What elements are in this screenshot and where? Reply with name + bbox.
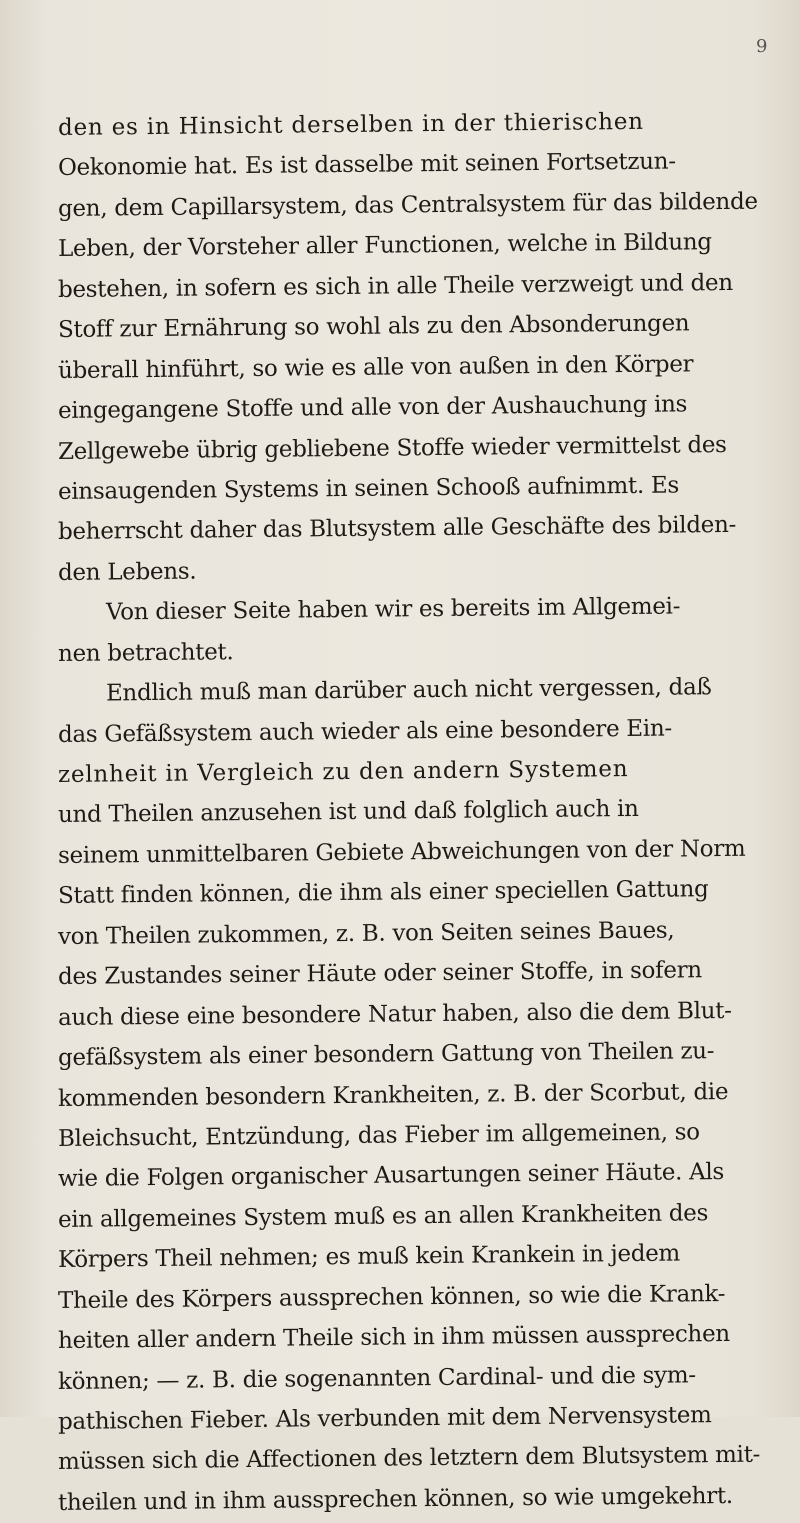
text-line: überall hinführt, so wie es alle von außen in den Körper bbox=[57, 350, 694, 384]
text-line: ein allgemeines System muß es an allen Krankheiten des bbox=[57, 1200, 709, 1233]
text-line: beherrscht daher das Blutsystem alle Geschäfte des bilden- bbox=[57, 512, 737, 546]
body-text bbox=[58, 108, 788, 1523]
text-line: Zellgewebe übrig gebliebene Stoffe wieder vermittelst des bbox=[57, 431, 727, 465]
text-line: von Theilen zukommen, z. B. von Seiten seines Baues, bbox=[57, 917, 675, 950]
text-line: den Lebens. bbox=[57, 558, 197, 586]
text-line: eingegangene Stoffe und alle von der Aushauchung ins bbox=[57, 391, 688, 425]
text-line: Stoff zur Ernährung so wohl als zu den Absonderungen bbox=[57, 310, 690, 344]
text-line: auch diese eine besondere Natur haben, also die dem Blut- bbox=[57, 997, 732, 1031]
text-line: zelnheit in Vergleich zu den andern Systemen bbox=[57, 756, 629, 788]
text-line: heiten aller andern Theile sich in ihm müssen aussprechen bbox=[57, 1321, 730, 1355]
page-number: 9 bbox=[756, 36, 768, 57]
text-line: einsaugenden Systems in seinen Schooß aufnimmt. Es bbox=[57, 472, 680, 505]
text-line: können; — z. B. die sogenannten Cardinal- und die sym- bbox=[57, 1361, 696, 1395]
text-line: den es in Hinsicht derselben in der thierischen bbox=[57, 108, 644, 141]
text-line: kommenden besondern Krankheiten, z. B. der Scorbut, die bbox=[57, 1078, 729, 1112]
text-line: gefäßsystem als einer besondern Gattung von Theilen zu- bbox=[57, 1038, 715, 1072]
text-line: Statt finden können, die ihm als einer speciellen Gattung bbox=[57, 876, 709, 910]
text-line: bestehen, in sofern es sich in alle Theile verzweigt und den bbox=[57, 269, 733, 303]
text-line: Körpers Theil nehmen; es muß kein Krankein in jedem bbox=[57, 1240, 681, 1274]
text-line: Leben, der Vorsteher aller Functionen, welche in Bildung bbox=[57, 229, 712, 263]
text-line: theilen und in ihm aussprechen können, so wie umgekehrt. bbox=[57, 1482, 733, 1516]
text-line: müssen sich die Affectionen des letztern dem Blutsystem mit- bbox=[57, 1442, 761, 1476]
text-line: Theile des Körpers aussprechen können, so wie die Krank- bbox=[57, 1280, 726, 1314]
text-line: gen, dem Capillarsystem, das Centralsystem für das bildende bbox=[57, 188, 758, 222]
text-line: pathischen Fieber. Als verbunden mit dem Nervensystem bbox=[57, 1402, 712, 1435]
text-line: wie die Folgen organischer Ausartungen seiner Häute. Als bbox=[57, 1159, 725, 1193]
text-line: Oekonomie hat. Es ist dasselbe mit seinen Fortsetzun- bbox=[57, 148, 676, 182]
text-line: Von dieser Seite haben wir es bereits im Allgemei- bbox=[105, 593, 681, 626]
text-line: seinem unmittelbaren Gebiete Abweichungen von der Norm bbox=[57, 835, 746, 869]
text-line: Endlich muß man darüber auch nicht vergessen, daß bbox=[105, 674, 712, 707]
text-line: des Zustandes seiner Häute oder seiner Stoffe, in sofern bbox=[57, 957, 702, 991]
text-line: Bleichsucht, Entzündung, das Fieber im allgemeinen, so bbox=[57, 1119, 700, 1152]
text-line: nen betrachtet. bbox=[57, 638, 234, 667]
text-line: das Gefäßsystem auch wieder als eine besondere Ein- bbox=[57, 715, 672, 748]
text-line: und Theilen anzusehen ist und daß folglich auch in bbox=[57, 796, 639, 829]
